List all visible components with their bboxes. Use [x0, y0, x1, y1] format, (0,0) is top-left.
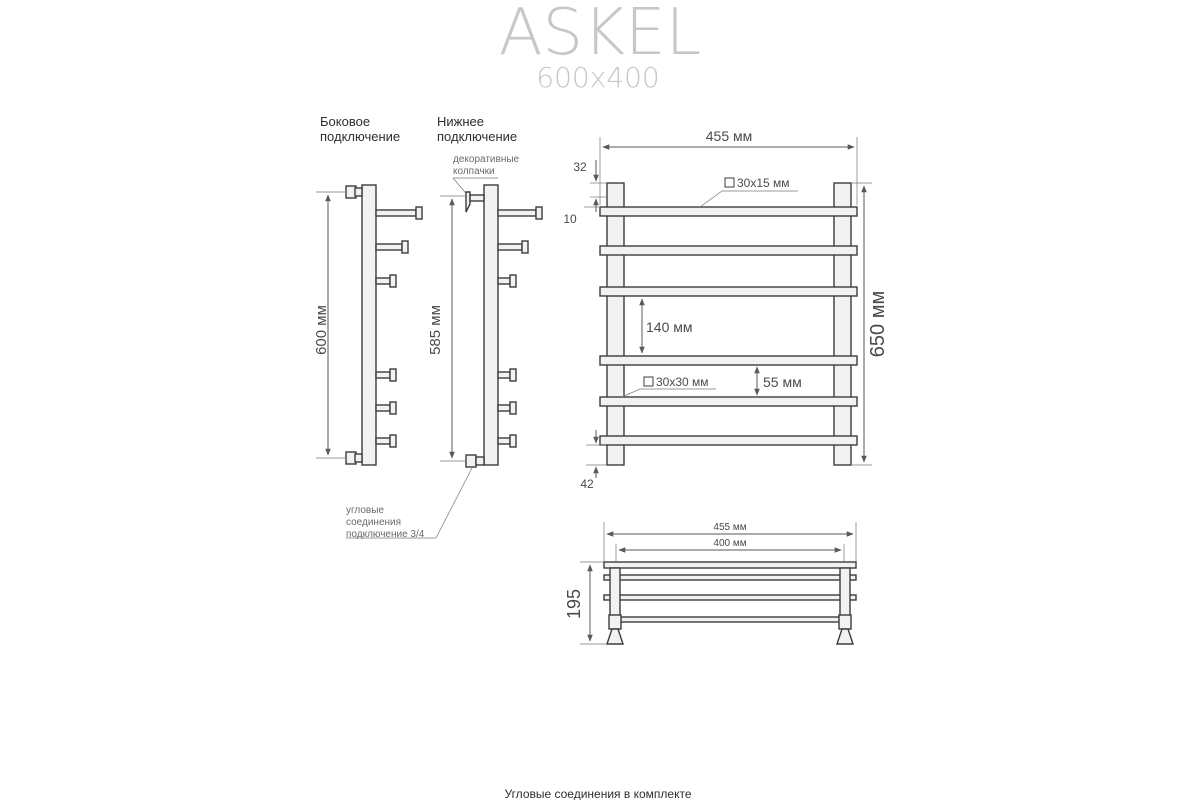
front-width-label: 455 мм — [705, 128, 753, 144]
bottom-corner-fitting — [466, 455, 476, 467]
model-size: 600x400 — [536, 61, 660, 94]
front-height-label: 650 мм — [867, 290, 889, 358]
top-left-fitting — [609, 615, 621, 629]
side-bar-4 — [376, 372, 390, 378]
footer-note: Угловые соединения в комплекте — [504, 787, 692, 800]
corner-label-2: соединения — [346, 517, 402, 528]
side-connection-label-2: подключение — [320, 129, 401, 144]
spacing-large-label: 140 мм — [646, 319, 693, 335]
model-title: ASKEL — [498, 0, 702, 70]
side-bar-6-end — [390, 435, 396, 447]
side-bar-3 — [376, 278, 390, 284]
side-post — [362, 185, 376, 465]
caps-label-1: декоративные — [453, 154, 520, 165]
top-bar-3 — [604, 595, 856, 600]
front-top-gap-label: 10 — [563, 212, 577, 226]
side-connection-label-1: Боковое — [320, 114, 371, 129]
side-bar-5 — [376, 405, 390, 411]
top-bar-4 — [616, 617, 844, 622]
front-bottom-offset-label: 42 — [580, 477, 594, 491]
bottom-bar-2 — [498, 244, 522, 250]
post-profile-label: 30x30 мм — [656, 375, 709, 389]
top-bar-2 — [604, 575, 856, 580]
bottom-post — [484, 185, 498, 465]
front-right-post — [834, 183, 851, 465]
side-bar-2-end — [402, 241, 408, 253]
bottom-bar-1 — [498, 210, 536, 216]
side-connection-view — [313, 114, 422, 465]
side-height-label: 600 мм — [313, 305, 330, 355]
side-bottom-fitting-neck — [355, 454, 362, 462]
bottom-bar-1-end — [536, 207, 542, 219]
bottom-connection-label-1: Нижнее — [437, 114, 484, 129]
side-bar-3-end — [390, 275, 396, 287]
post-profile-square-icon — [644, 377, 653, 386]
bottom-bar-3-end — [510, 275, 516, 287]
bottom-bar-5 — [498, 405, 510, 411]
bar-profile-square-icon — [725, 178, 734, 187]
bottom-bar-5-end — [510, 402, 516, 414]
bottom-bar-6 — [498, 438, 510, 444]
top-left-foot — [607, 629, 623, 644]
top-depth-label: 195 — [564, 588, 584, 620]
front-bar-5 — [600, 397, 857, 406]
decorative-cap-neck — [470, 195, 484, 201]
side-bar-4-end — [390, 369, 396, 381]
side-bar-1 — [376, 210, 416, 216]
top-outer-width-label: 455 мм — [713, 522, 747, 533]
side-bar-6 — [376, 438, 390, 444]
front-left-post — [607, 183, 624, 465]
side-bar-2 — [376, 244, 402, 250]
front-view — [563, 128, 889, 491]
bar-profile-label: 30x15 мм — [737, 176, 790, 190]
bottom-bar-2-end — [522, 241, 528, 253]
top-view — [564, 522, 856, 644]
bottom-bar-4 — [498, 372, 510, 378]
front-bar-4 — [600, 356, 857, 365]
front-bar-6 — [600, 436, 857, 445]
front-bar-2 — [600, 246, 857, 255]
caps-label-2: колпачки — [453, 166, 495, 177]
front-bar-3 — [600, 287, 857, 296]
spacing-small-label: 55 мм — [763, 374, 802, 390]
bottom-bar-4-end — [510, 369, 516, 381]
side-top-fitting-neck — [355, 188, 362, 196]
corner-label-1: угловые — [346, 505, 384, 516]
corner-label-3: подключение 3/4 — [346, 529, 425, 540]
top-inner-width-label: 400 мм — [713, 538, 747, 549]
bottom-height-label: 585 мм — [427, 305, 444, 355]
bottom-bar-3 — [498, 278, 510, 284]
front-bar-1 — [600, 207, 857, 216]
bottom-corner-fitting-neck — [476, 457, 484, 465]
top-right-foot — [837, 629, 853, 644]
top-bar-front — [604, 562, 856, 568]
top-right-fitting — [839, 615, 851, 629]
top-left-post — [610, 568, 620, 616]
side-bar-5-end — [390, 402, 396, 414]
bottom-connection-label-2: подключение — [437, 129, 518, 144]
top-right-post — [840, 568, 850, 616]
side-bar-1-end — [416, 207, 422, 219]
front-top-offset-label: 32 — [573, 160, 587, 174]
bottom-bar-6-end — [510, 435, 516, 447]
